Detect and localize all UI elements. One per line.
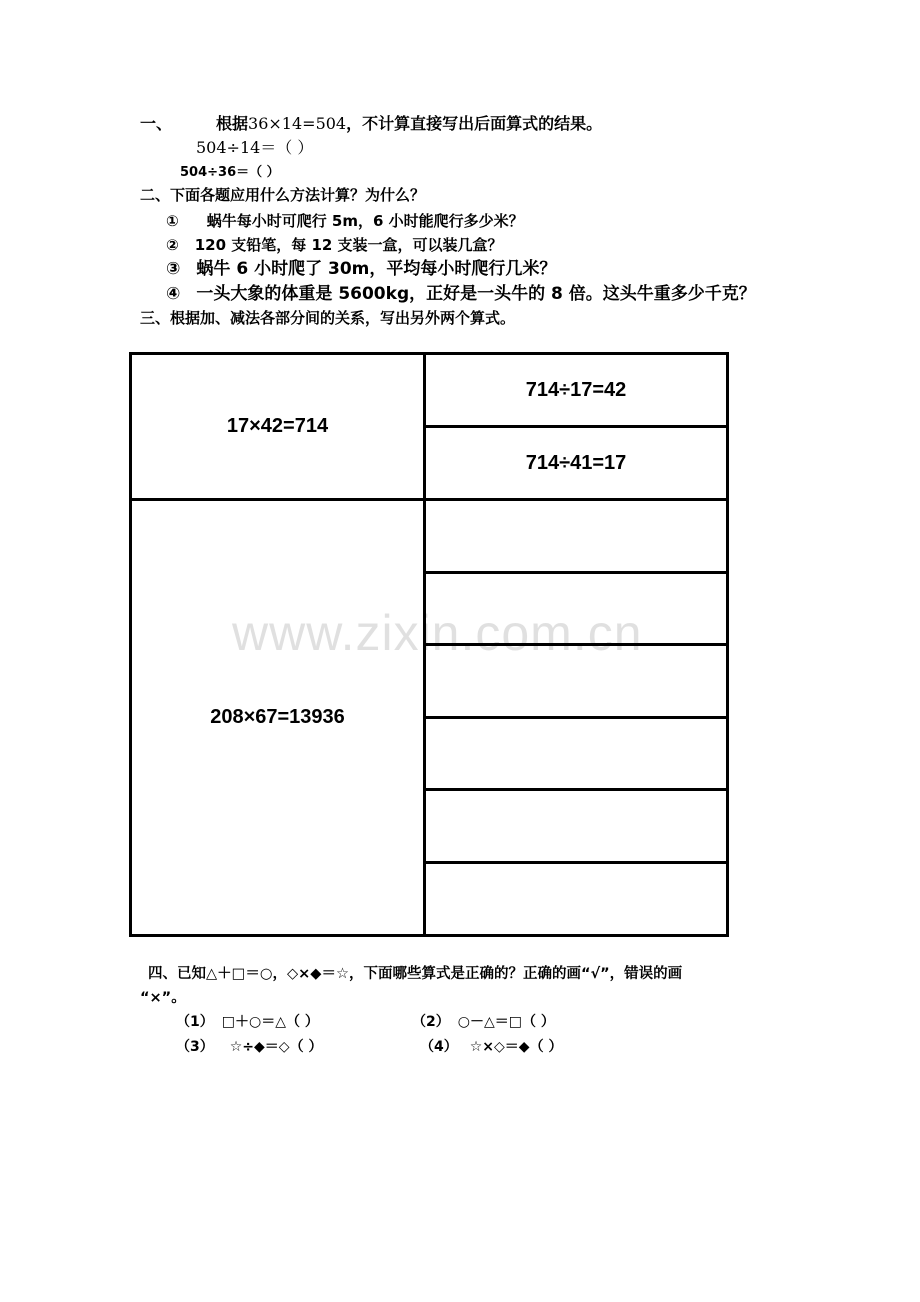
row1-right-equation-1: 714÷17=42 — [525, 378, 627, 401]
section4-title-line-2: “×”。 — [140, 990, 186, 1006]
answer-cell-5[interactable] — [426, 791, 726, 864]
section4-item-2 — [412, 1012, 555, 1032]
item-number: （1） — [176, 1014, 214, 1030]
row2-left-cell — [132, 501, 426, 934]
section2-title: 二、下面各题应用什么方法计算？为什么？ — [140, 186, 426, 204]
section1-question-2: 504÷36＝（ ） — [180, 165, 280, 180]
item-text: 蜗牛 6 小时爬了 30m，平均每小时爬行几米？ — [196, 259, 557, 279]
item-number: （3） — [176, 1039, 214, 1055]
section1-title-line — [140, 114, 602, 134]
row1-left-cell — [132, 355, 426, 501]
item-number: （2） — [412, 1014, 450, 1030]
section1-question-1: 504÷14＝（ ） — [196, 138, 314, 157]
section1-expression: 36×14=504 — [248, 114, 347, 133]
row2-left-equation: 208×67=13936 — [210, 706, 345, 728]
section2-item-4 — [166, 284, 756, 304]
answer-cell-6[interactable] — [426, 864, 726, 934]
section1-intro-a: 根据 — [216, 114, 249, 133]
section4-item-4 — [420, 1037, 562, 1057]
section2-item-2 — [166, 235, 503, 255]
section4-item-1 — [176, 1012, 319, 1032]
item-expression: □＋○＝△（ ） — [221, 1014, 319, 1030]
answer-cell-3[interactable] — [426, 646, 726, 719]
section2-item-1 — [166, 211, 524, 231]
watermark: www.zixin.com.cn — [232, 605, 643, 661]
item-number: （4） — [420, 1039, 458, 1055]
answer-cell-4[interactable] — [426, 719, 726, 791]
row1-right-cell-1 — [426, 355, 726, 428]
section2-item-3 — [166, 259, 556, 279]
section4-title-line-1: 四、已知△＋□＝○，◇×◆＝☆，下面哪些算式是正确的？正确的画“√”，错误的画 — [148, 966, 683, 982]
item-expression: ☆×◇＝◆（ ） — [469, 1039, 563, 1055]
equation-table — [129, 352, 729, 937]
row1-right-cell-2 — [426, 428, 726, 501]
section1-number: 一、 — [140, 114, 173, 133]
section3-title: 三、根据加、减法各部分间的关系，写出另外两个算式。 — [140, 309, 516, 327]
answer-cell-1[interactable] — [426, 501, 726, 574]
item-expression: ○－△＝□（ ） — [457, 1014, 555, 1030]
item-number: ② — [166, 236, 179, 254]
item-text: 一头大象的体重是 5600kg，正好是一头牛的 8 倍。这头牛重多少千克？ — [196, 284, 756, 304]
item-number: ③ — [166, 259, 181, 279]
answer-cell-2[interactable] — [426, 574, 726, 646]
item-text: 蜗牛每小时可爬行 5m，6 小时能爬行多少米？ — [206, 212, 524, 230]
item-text: 120 支铅笔，每 12 支装一盒，可以装几盒？ — [194, 236, 503, 254]
item-number: ① — [166, 212, 179, 230]
section4-item-3 — [176, 1037, 322, 1057]
row1-right-equation-2: 714÷41=17 — [525, 451, 627, 474]
item-number: ④ — [166, 284, 181, 304]
item-expression: ☆÷◆＝◇（ ） — [229, 1039, 323, 1055]
row1-left-equation: 17×42=714 — [226, 415, 329, 437]
section1-intro-b: ，不计算直接写出后面算式的结果。 — [346, 114, 603, 133]
